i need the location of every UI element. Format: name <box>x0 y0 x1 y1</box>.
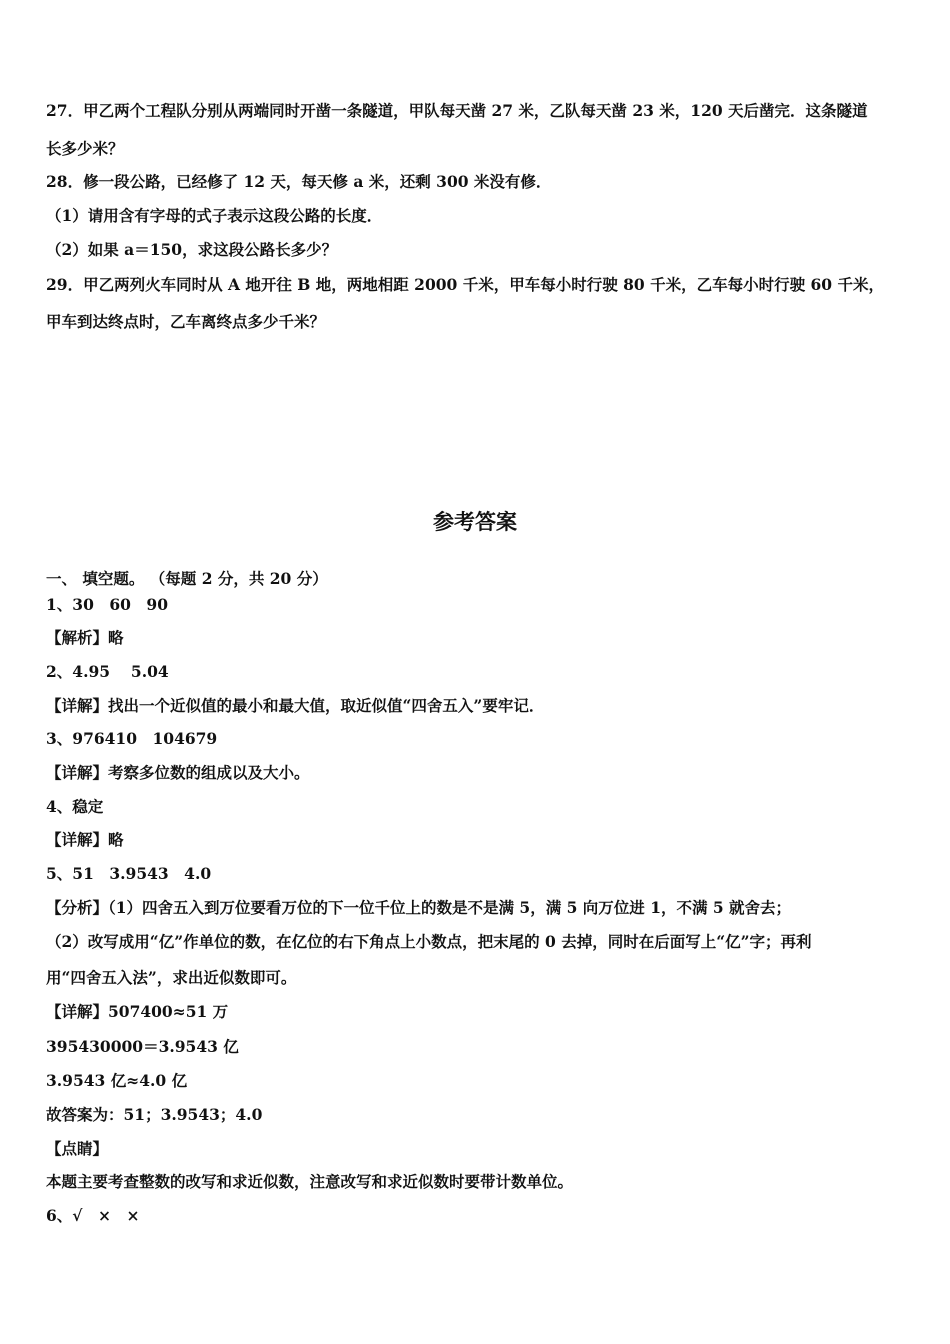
question-27-line-2: 长多少米？ <box>46 139 124 158</box>
question-28-part-2: （2）如果 a＝150，求这段公路长多少？ <box>46 240 338 259</box>
answer-4: 4、稳定 <box>46 797 104 816</box>
answer-2: 2、4.95 5.04 <box>46 662 169 681</box>
question-29-line-1: 29．甲乙两列火车同时从 A 地开往 B 地，两地相距 2000 千米，甲车每小时行驶 80 千米，乙车每小时行驶 60 千米， <box>46 275 884 294</box>
question-28-part-1: （1）请用含有字母的式子表示这段公路的长度． <box>46 206 383 225</box>
answer-5-analysis-1: 【分析】（1）四舍五入到万位要看万位的下一位千位上的数是不是满 5，满 5 向万位进 1，不满 5 就舍去； <box>46 898 792 917</box>
answer-5-detail-3: 3.9543 亿≈4.0 亿 <box>46 1071 188 1090</box>
answer-5-analysis-2: （2）改写成用“亿”作单位的数，在亿位的右下角点上小数点，把末尾的 0 去掉，同时在后面写上“亿”字；再利 <box>46 932 812 951</box>
answer-2-note: 【详解】找出一个近似值的最小和最大值，取近似值“四舍五入”要牢记． <box>46 696 545 715</box>
question-27-line-1: 27．甲乙两个工程队分别从两端同时开凿一条隧道，甲队每天凿 27 米，乙队每天凿 23 米，120 天后凿完．这条隧道 <box>46 101 868 120</box>
question-28-line-1: 28．修一段公路，已经修了 12 天，每天修 a 米，还剩 300 米没有修． <box>46 172 552 191</box>
question-29-line-2: 甲车到达终点时，乙车离终点多少千米？ <box>46 312 326 331</box>
answers-title: 参考答案 <box>433 509 517 534</box>
answer-1-note: 【解析】略 <box>46 628 124 647</box>
answer-3-note: 【详解】考察多位数的组成以及大小。 <box>46 763 310 782</box>
section-1-heading: 一、 填空题。 （每题 2 分，共 20 分） <box>46 569 328 588</box>
answer-5: 5、51 3.9543 4.0 <box>46 864 212 883</box>
answer-3: 3、976410 104679 <box>46 729 218 748</box>
answer-5-analysis-3: 用“四舍五入法”，求出近似数即可。 <box>46 968 297 987</box>
answer-5-detail-2: 395430000＝3.9543 亿 <box>46 1037 239 1056</box>
answer-5-comment-label: 【点睛】 <box>46 1139 109 1158</box>
answer-5-detail-4: 故答案为：51；3.9543；4.0 <box>46 1105 263 1124</box>
answer-5-comment: 本题主要考查整数的改写和求近似数，注意改写和求近似数时要带计数单位。 <box>46 1172 574 1191</box>
answer-4-note: 【详解】略 <box>46 830 124 849</box>
answer-1: 1、30 60 90 <box>46 595 168 614</box>
answer-5-detail-1: 【详解】507400≈51 万 <box>46 1002 229 1021</box>
answer-6: 6、√ × × <box>46 1206 140 1225</box>
